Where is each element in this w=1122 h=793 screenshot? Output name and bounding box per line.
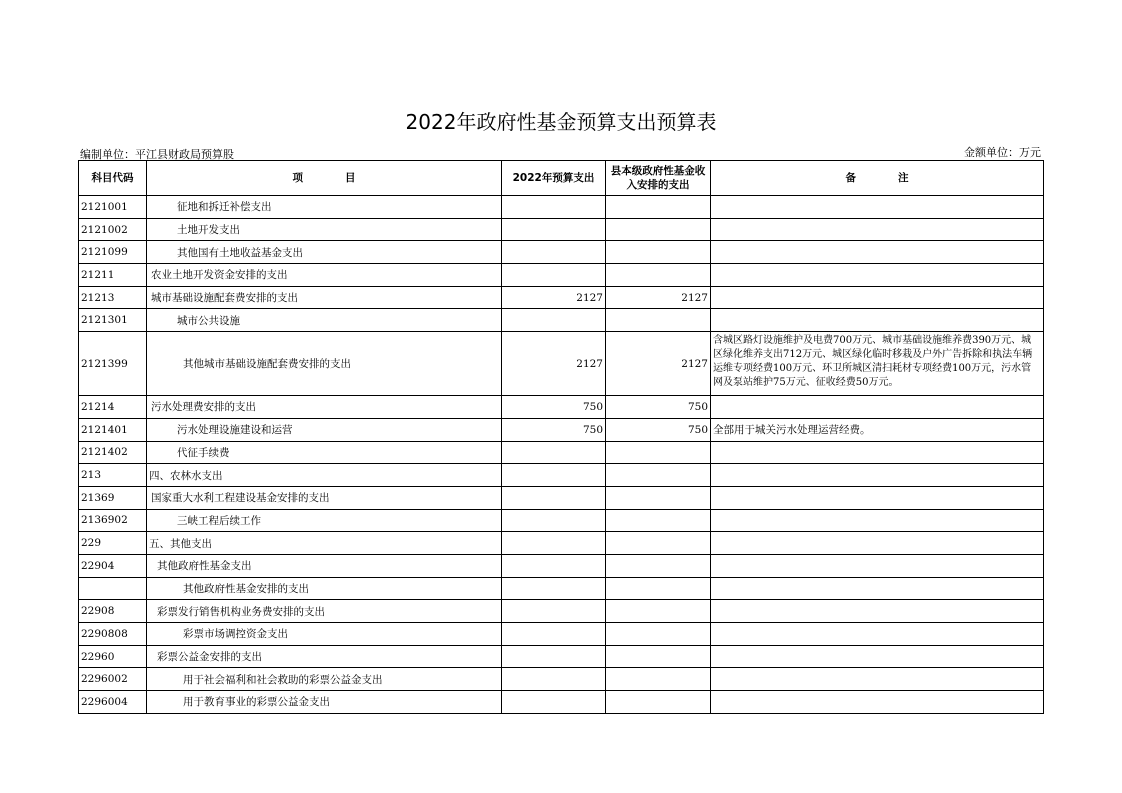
county-cell: 2127 [606,332,711,396]
county-cell [606,218,711,241]
budget-cell [502,464,606,487]
county-cell [606,577,711,600]
budget-cell [502,196,606,219]
budget-cell [502,691,606,714]
table-row [79,645,1044,668]
table-row [79,218,1044,241]
budget-cell [502,218,606,241]
county-cell: 2127 [606,286,711,309]
table-row [79,668,1044,691]
code-cell: 2121001 [79,196,147,219]
budget-cell: 750 [502,396,606,419]
note-cell [711,464,1044,487]
code-cell: 2290808 [79,623,147,646]
note-cell: 全部用于城关污水处理运营经费。 [711,418,1044,441]
note-cell [711,645,1044,668]
code-cell: 22908 [79,600,147,623]
code-cell: 21369 [79,486,147,509]
code-cell: 21213 [79,286,147,309]
county-cell [606,441,711,464]
county-cell [606,264,711,287]
county-cell [606,486,711,509]
county-cell [606,196,711,219]
code-cell: 21214 [79,396,147,419]
table-row [79,286,1044,309]
table-row [79,441,1044,464]
budget-cell [502,441,606,464]
table-row [79,464,1044,487]
code-cell: 22904 [79,554,147,577]
county-cell [606,464,711,487]
code-cell: 2121002 [79,218,147,241]
code-cell: 213 [79,464,147,487]
note-cell [711,241,1044,264]
note-cell [711,396,1044,419]
header-note: 备 注 [711,161,1044,196]
county-cell [606,509,711,532]
header-county: 县本级政府性基金收入安排的支出 [606,161,711,196]
note-cell [711,509,1044,532]
item-cell: 征地和拆迁补偿支出 [147,196,502,219]
page-title: 2022年政府性基金预算支出预算表 [405,110,717,134]
table-row [79,577,1044,600]
code-cell: 21211 [79,264,147,287]
budget-cell: 750 [502,418,606,441]
county-cell [606,668,711,691]
item-cell: 其他国有土地收益基金支出 [147,241,502,264]
code-cell: 2121402 [79,441,147,464]
header-row [79,161,1044,196]
budget-cell [502,486,606,509]
code-cell: 2121399 [79,332,147,396]
table-row [79,486,1044,509]
budget-cell [502,509,606,532]
county-cell: 750 [606,396,711,419]
code-cell: 2121301 [79,309,147,332]
table-row [79,554,1044,577]
item-cell: 五、其他支出 [147,532,502,555]
note-cell [711,441,1044,464]
budget-cell [502,668,606,691]
budget-cell [502,241,606,264]
county-cell [606,241,711,264]
note-cell [711,623,1044,646]
header-item: 项 目 [147,161,502,196]
table-row [79,309,1044,332]
budget-cell [502,309,606,332]
item-cell: 其他政府性基金支出 [147,554,502,577]
code-cell [79,577,147,600]
county-cell [606,309,711,332]
budget-cell [502,264,606,287]
unit-label: 金额单位：万元 [964,146,1041,159]
item-cell: 用于社会福利和社会救助的彩票公益金支出 [147,668,502,691]
table-row [79,623,1044,646]
table-row [79,600,1044,623]
code-cell: 22960 [79,645,147,668]
county-cell [606,623,711,646]
note-cell [711,196,1044,219]
code-cell: 229 [79,532,147,555]
table-row [79,196,1044,219]
note-cell [711,691,1044,714]
table-row [79,264,1044,287]
county-cell [606,554,711,577]
item-cell: 城市公共设施 [147,309,502,332]
table-row [79,532,1044,555]
table-row [79,691,1044,714]
budget-cell: 2127 [502,332,606,396]
item-cell: 城市基础设施配套费安排的支出 [147,286,502,309]
code-cell: 2121401 [79,418,147,441]
budget-cell [502,600,606,623]
budget-cell [502,645,606,668]
item-cell: 代征手续费 [147,441,502,464]
budget-cell [502,554,606,577]
item-cell: 三峡工程后续工作 [147,509,502,532]
county-cell [606,645,711,668]
item-cell: 彩票公益金安排的支出 [147,645,502,668]
table-row [79,241,1044,264]
note-cell [711,286,1044,309]
note-cell [711,577,1044,600]
budget-cell [502,532,606,555]
item-cell: 四、农林水支出 [147,464,502,487]
code-cell: 2136902 [79,509,147,532]
header-budget: 2022年预算支出 [502,161,606,196]
county-cell [606,532,711,555]
item-cell: 污水处理费安排的支出 [147,396,502,419]
header-code: 科目代码 [79,161,147,196]
table-row [79,509,1044,532]
note-cell [711,532,1044,555]
compiler-label: 编制单位：平江县财政局预算股 [80,148,234,161]
budget-cell [502,623,606,646]
note-cell [711,309,1044,332]
county-cell [606,600,711,623]
item-cell: 彩票发行销售机构业务费安排的支出 [147,600,502,623]
budget-cell [502,577,606,600]
item-cell: 其他政府性基金安排的支出 [147,577,502,600]
county-cell: 750 [606,418,711,441]
code-cell: 2296004 [79,691,147,714]
county-cell [606,691,711,714]
item-cell: 污水处理设施建设和运营 [147,418,502,441]
budget-table [78,160,1044,714]
item-cell: 彩票市场调控资金支出 [147,623,502,646]
code-cell: 2296002 [79,668,147,691]
note-cell [711,264,1044,287]
table-row [79,418,1044,441]
table-row [79,332,1044,396]
note-cell [711,600,1044,623]
budget-cell: 2127 [502,286,606,309]
item-cell: 用于教育事业的彩票公益金支出 [147,691,502,714]
note-cell [711,486,1044,509]
note-cell [711,218,1044,241]
item-cell: 土地开发支出 [147,218,502,241]
note-cell [711,668,1044,691]
note-cell [711,554,1044,577]
item-cell: 国家重大水利工程建设基金安排的支出 [147,486,502,509]
code-cell: 2121099 [79,241,147,264]
item-cell: 其他城市基础设施配套费安排的支出 [147,332,502,396]
table-row [79,396,1044,419]
item-cell: 农业土地开发资金安排的支出 [147,264,502,287]
note-cell: 含城区路灯设施维护及电费700万元、城市基础设施维养费390万元、城区绿化维养支出712万元、城区绿化临时移栽及户外广告拆除和执法车辆运维专项经费100万元、环卫所城区清扫耗材专项经费100万元，污水管网及泵站维护75万元、征收经费50万元。 [711,332,1044,396]
